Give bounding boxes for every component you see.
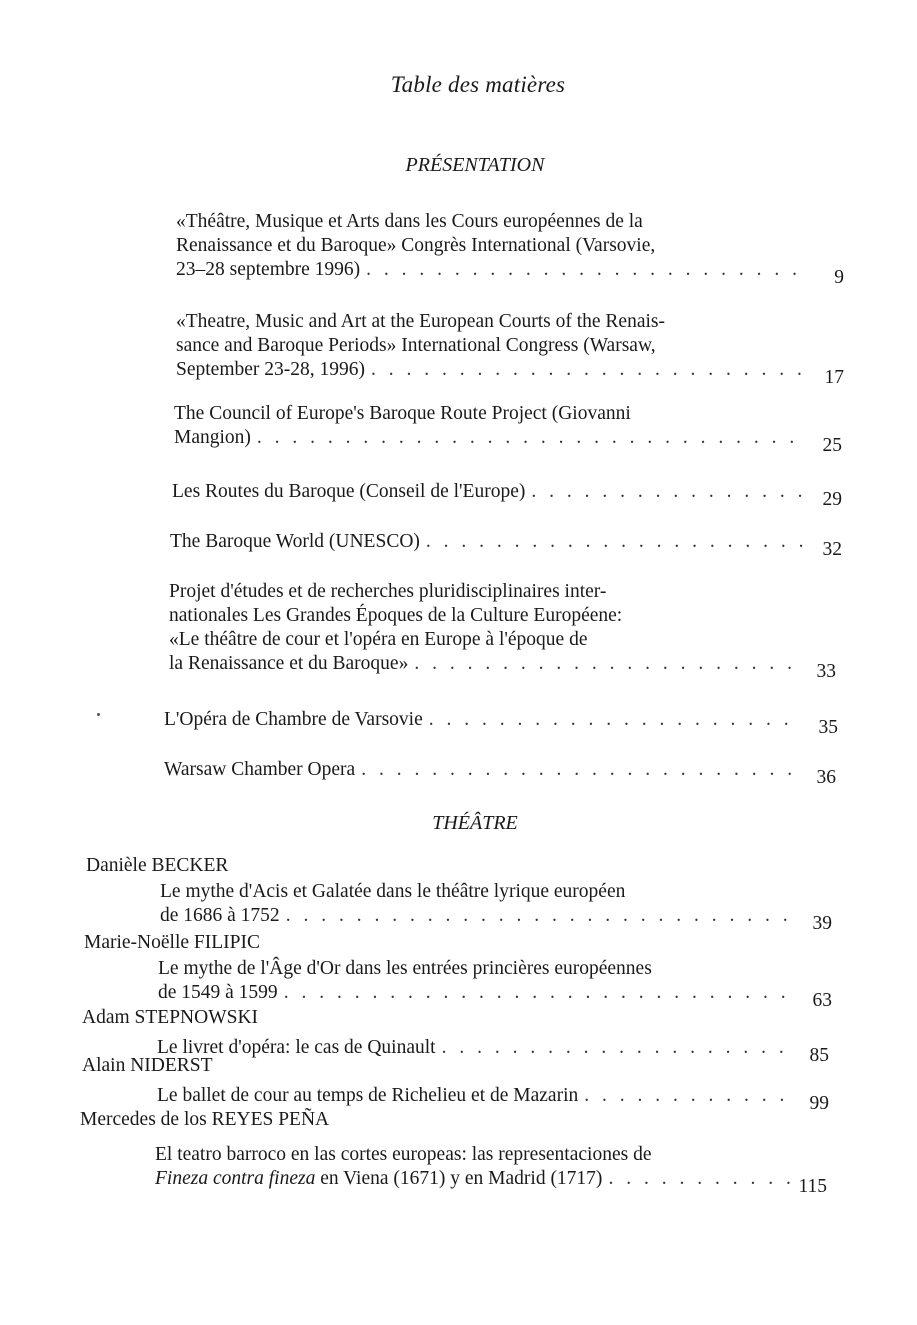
- toc-entry[interactable]: [157, 1036, 829, 1066]
- dot-leader: [371, 358, 808, 382]
- dot-leader: [608, 1167, 791, 1191]
- author-name: Mercedes de los REYES PEÑA: [80, 1109, 330, 1130]
- toc-entry-line: la Renaissance et du Baroque»: [169, 653, 409, 674]
- page-number: 25: [822, 435, 842, 456]
- dot-leader: [426, 530, 806, 554]
- dot-leader: [284, 981, 796, 1005]
- toc-entry-line: Le mythe d'Acis et Galatée dans le théâtre lyrique européen: [160, 881, 626, 902]
- toc-entry-line: de 1549 à 1599: [158, 982, 278, 1003]
- toc-entry[interactable]: [158, 957, 832, 1011]
- toc-entry-line: «Theatre, Music and Art at the European Courts of the Renais-: [176, 311, 665, 332]
- page-number: 115: [798, 1176, 827, 1197]
- page-number: 9: [834, 267, 844, 288]
- dot-leader: [286, 904, 796, 928]
- toc-entry-line: 23–28 septembre 1996): [176, 259, 361, 280]
- page-number: 36: [816, 767, 836, 788]
- dot-leader: [442, 1036, 793, 1060]
- page-number: 99: [809, 1093, 829, 1114]
- italic-title: Fineza contra fineza: [155, 1168, 316, 1189]
- toc-entry-line: nationales Les Grandes Époques de la Culture Européene:: [169, 605, 623, 626]
- section-heading-theatre: THÉÂTRE: [432, 812, 518, 834]
- toc-entry[interactable]: [169, 580, 836, 682]
- author-name: Danièle BECKER: [86, 855, 229, 876]
- toc-entry-line: Warsaw Chamber Opera: [164, 759, 356, 780]
- toc-entry-line: El teatro barroco en las cortes europeas: las representaciones de: [155, 1144, 652, 1165]
- toc-entry[interactable]: [164, 758, 836, 788]
- section-heading-presentation: PRÉSENTATION: [405, 154, 545, 176]
- toc-entry-line: Les Routes du Baroque (Conseil de l'Europe): [172, 481, 526, 502]
- page-number: 39: [812, 913, 832, 934]
- toc-entry-line: «Le théâtre de cour et l'opéra en Europe à l'époque de: [169, 629, 588, 650]
- toc-entry-line: September 23-28, 1996): [176, 359, 366, 380]
- scan-speck: [97, 713, 100, 716]
- toc-entry-line: Mangion): [174, 427, 251, 448]
- toc-entry-line: Le ballet de cour au temps de Richelieu et de Mazarin: [157, 1085, 579, 1106]
- dot-leader: [414, 652, 800, 676]
- toc-entry-line: L'Opéra de Chambre de Varsovie: [164, 709, 423, 730]
- page-number: 32: [822, 539, 842, 560]
- toc-entry-line: Le mythe de l'Âge d'Or dans les entrées princières européennes: [158, 958, 652, 979]
- page-title: Table des matières: [390, 72, 566, 97]
- author-name: Alain NIDERST: [82, 1055, 213, 1076]
- toc-entry[interactable]: [170, 530, 842, 560]
- dot-leader: [429, 708, 802, 732]
- page-number: 29: [822, 489, 842, 510]
- toc-entry[interactable]: [160, 880, 832, 934]
- toc-entry-line-rest: en Viena (1671) y en Madrid (1717): [315, 1168, 603, 1189]
- page-number: 85: [809, 1045, 829, 1066]
- toc-entry[interactable]: [172, 480, 842, 510]
- toc-entry[interactable]: [155, 1143, 827, 1197]
- toc-entry[interactable]: [164, 708, 838, 738]
- dot-leader: [257, 426, 806, 450]
- dot-leader: [531, 480, 806, 504]
- toc-entry-line: «Théâtre, Musique et Arts dans les Cours européennes de la: [176, 211, 643, 232]
- author-name: Adam STEPNOWSKI: [82, 1007, 259, 1028]
- toc-entry-line: Le livret d'opéra: le cas de Quinault: [157, 1037, 436, 1058]
- author-name: Marie-Noëlle FILIPIC: [84, 932, 260, 953]
- toc-entry[interactable]: [157, 1084, 829, 1114]
- toc-entry[interactable]: [174, 402, 842, 456]
- toc-entry-line: The Baroque World (UNESCO): [170, 531, 420, 552]
- page-number: 17: [824, 367, 844, 388]
- page-number: 35: [818, 717, 838, 738]
- page-number: 33: [816, 661, 836, 682]
- toc-entry-line: The Council of Europe's Baroque Route Project (Giovanni: [174, 403, 631, 424]
- toc-entry-line: de 1686 à 1752: [160, 905, 280, 926]
- page-number: 63: [812, 990, 832, 1011]
- toc-entry-line: [155, 1167, 602, 1191]
- dot-leader: [584, 1084, 793, 1108]
- dot-leader: [361, 758, 800, 782]
- toc-entry-line: Projet d'études et de recherches pluridisciplinaires inter-: [169, 581, 607, 602]
- toc-entry-line: Renaissance et du Baroque» Congrès International (Varsovie,: [176, 235, 656, 256]
- toc-entry[interactable]: [176, 210, 844, 288]
- toc-entry-line: sance and Baroque Periods» International Congress (Warsaw,: [176, 335, 656, 356]
- dot-leader: [366, 258, 808, 282]
- toc-entry[interactable]: [176, 310, 844, 388]
